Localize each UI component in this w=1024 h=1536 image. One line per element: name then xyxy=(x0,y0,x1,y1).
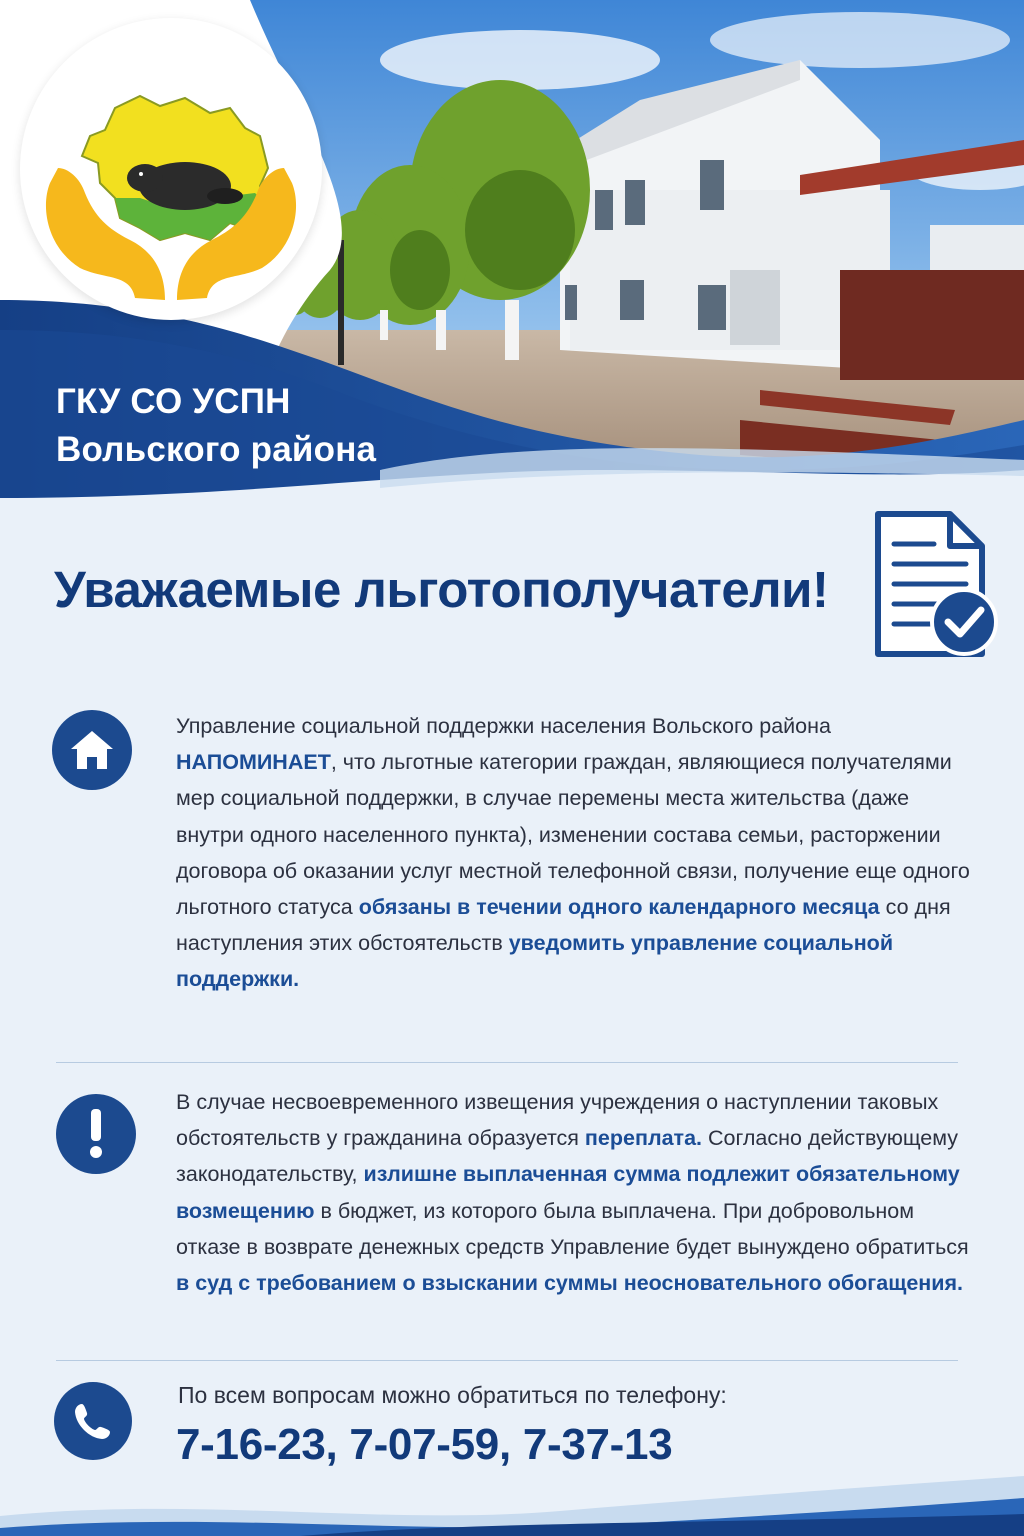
bottom-wave xyxy=(0,1466,1024,1536)
organization-name xyxy=(56,378,376,474)
warning-text-1: В случае несвоевременного извещения учреждения о наступлении таковых обстоятельств у гражданина образуется xyxy=(176,1090,939,1151)
warning-highlight-3: в суд с требованием о взыскании суммы неосновательного обогащения. xyxy=(176,1271,964,1296)
notice-highlight-2: обязаны в течении одного календарного месяца xyxy=(358,895,880,920)
contact-label: По всем вопросам можно обратиться по телефону: xyxy=(178,1382,727,1408)
notice-text-2: , что льготные категории граждан, являющиеся получателями мер социальной поддержки, в случае перемены места жительства (даже внутри одного населенного пункта), изменении состава семьи, расторжении договора об оказании услуг местной телефонной связи, получение еще одного льготного статуса xyxy=(176,750,970,920)
exclamation-icon xyxy=(56,1094,136,1174)
page-title: Уважаемые льготополучатели! xyxy=(54,561,829,618)
notice-text-1: Управление социальной поддержки населения Вольского района xyxy=(176,714,831,738)
notice-text-3: со дня наступления этих обстоятельств xyxy=(176,895,951,956)
phone-icon xyxy=(54,1382,132,1460)
warning-highlight-1: переплата. xyxy=(584,1126,703,1151)
warning-text-3: в бюджет, из которого была выплачена. При добровольном отказе в возврате денежных средств Управление будет вынуждено обратиться xyxy=(176,1198,969,1259)
header-banner xyxy=(0,0,1024,500)
phone-numbers[interactable]: 7-16-23, 7-07-59, 7-37-13 xyxy=(176,1420,673,1469)
org-name-line1: ГКУ СО УСПН xyxy=(56,382,291,421)
notice-highlight-3: уведомить управление социальной поддержки. xyxy=(176,931,894,992)
notice-highlight-1: НАПОМИНАЕТ xyxy=(176,750,331,775)
section-divider xyxy=(56,1062,958,1063)
document-checkmark-icon xyxy=(868,510,1000,667)
org-name-line2: Вольского района xyxy=(56,430,377,469)
hands-map-logo-icon xyxy=(20,18,322,320)
notice-paragraph xyxy=(176,708,976,998)
warning-paragraph xyxy=(176,1084,976,1301)
home-icon xyxy=(52,710,132,790)
warning-text-2: Согласно действующему законодательству, xyxy=(176,1126,959,1187)
section-divider xyxy=(56,1360,958,1361)
warning-highlight-2: излишне выплаченная сумма подлежит обязательному возмещению xyxy=(176,1162,960,1223)
logo xyxy=(20,18,322,320)
